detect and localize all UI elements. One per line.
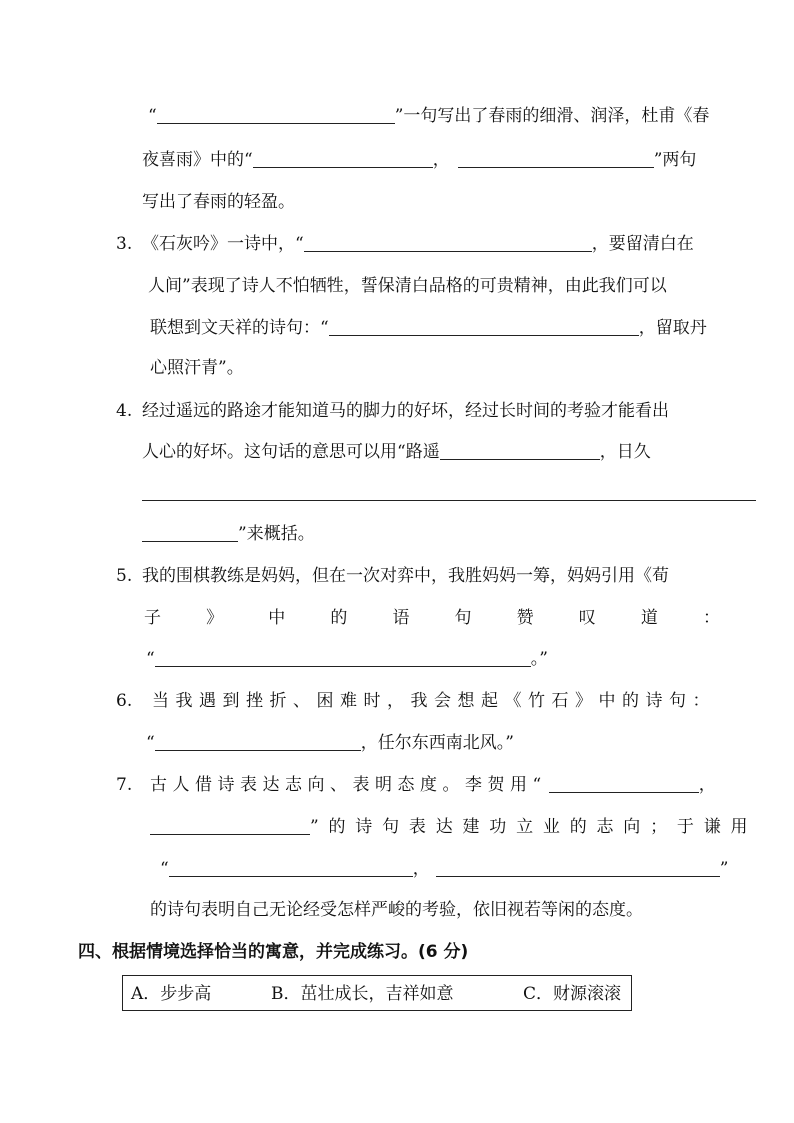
- q4-line-2-text: 人心的好坏。这句话的意思可以用“路遥: [142, 442, 440, 462]
- q5-line-1: 我的围棋教练是妈妈，但在一次对弈中，我胜妈妈一筹，妈妈引用《荀: [142, 566, 669, 586]
- question-number: 4.: [116, 401, 133, 421]
- open-quote: “: [148, 106, 157, 126]
- q7-line-1: [150, 773, 716, 797]
- char: 中: [268, 608, 286, 628]
- answer-blank[interactable]: [142, 523, 238, 542]
- char: 句: [454, 608, 472, 628]
- q2-line-2-text: 夜喜雨》中的“: [142, 150, 253, 170]
- answer-blank[interactable]: [440, 441, 600, 460]
- answer-blank[interactable]: [549, 774, 699, 793]
- q6-line-2: [146, 731, 514, 755]
- q7-line-2-text: ”的诗句表达建功立业的志向；于谦用: [310, 817, 758, 837]
- q2-line-2: [142, 148, 696, 172]
- answer-blank[interactable]: [253, 149, 433, 168]
- option-b[interactable]: B．茁壮成长，吉祥如意: [271, 984, 454, 1004]
- q7-line-4: 的诗句表明自己无论经受怎样严峻的考验，依旧视若等闲的态度。: [150, 900, 643, 920]
- q6-line-2-text: ，任尔东西南北风。”: [360, 733, 514, 753]
- comma: ，: [432, 150, 450, 170]
- q3-line-3-end: ，留取丹: [638, 318, 707, 338]
- answer-blank[interactable]: [304, 233, 592, 252]
- q4-line-2: [142, 440, 651, 464]
- answer-blank[interactable]: [169, 858, 413, 877]
- answer-blank[interactable]: [458, 149, 654, 168]
- section-heading: 四、根据情境选择恰当的寓意，并完成练习。(6 分): [78, 942, 469, 962]
- q6-line-1: 当我遇到挫折、困难时，我会想起《竹石》中的诗句：: [152, 691, 716, 711]
- answer-blank[interactable]: [155, 648, 531, 667]
- q4-line-1: 经过遥远的路途才能知道马的脚力的好坏，经过长时间的考验才能看出: [142, 401, 669, 421]
- q2-line-3: 写出了春雨的轻盈。: [142, 192, 295, 212]
- char: 子: [144, 608, 161, 628]
- answer-blank[interactable]: [155, 732, 361, 751]
- question-number: 5.: [116, 566, 133, 586]
- comma: ，: [412, 859, 430, 879]
- open-quote: “: [146, 649, 155, 669]
- q2-line-1-text: ”一句写出了春雨的细滑、润泽，杜甫《春: [394, 106, 710, 126]
- open-quote: “: [160, 859, 169, 879]
- answer-blank[interactable]: [329, 317, 639, 336]
- q3-line-1: [142, 232, 694, 256]
- char: 叹: [578, 608, 596, 628]
- q5-line-2: [144, 606, 720, 630]
- char: 》: [206, 608, 224, 628]
- answer-blank-full-line[interactable]: [142, 500, 756, 501]
- option-a[interactable]: A．步步高: [131, 984, 212, 1004]
- question-number: 7.: [116, 775, 133, 795]
- option-c[interactable]: C．财源滚滚: [523, 984, 622, 1004]
- answer-blank[interactable]: [436, 858, 720, 877]
- char: 的: [330, 608, 348, 628]
- answer-blank[interactable]: [150, 816, 310, 835]
- q2-line-2-end: ”两句: [653, 150, 697, 170]
- q2-line-1: [148, 104, 709, 128]
- q7-line-2: [150, 815, 757, 839]
- q4-line-2-end: ，日久: [599, 442, 651, 462]
- q3-line-3: [150, 316, 707, 340]
- q3-line-1-end: ，要留清白在: [591, 234, 694, 254]
- q4-line-4-text: ”来概括。: [238, 524, 315, 544]
- char: 赞: [516, 608, 534, 628]
- char: 语: [392, 608, 410, 628]
- options-box: [122, 975, 632, 1011]
- char: ：: [702, 608, 720, 628]
- q3-line-1-text: 《石灰吟》一诗中，“: [142, 234, 304, 254]
- question-number: 3.: [116, 234, 133, 254]
- close-quote: ”: [719, 859, 729, 879]
- q7-line-3: [160, 857, 728, 881]
- q5-line-3: [146, 647, 548, 671]
- q7-line-1-text: 古人借诗表达志向、表明态度。李贺用“: [150, 775, 547, 795]
- open-quote: “: [146, 733, 155, 753]
- question-number: 6.: [116, 691, 133, 711]
- q3-line-2: 人间”表现了诗人不怕牺牲，誓保清白品格的可贵精神，由此我们可以: [148, 276, 667, 296]
- q3-line-3-text: 联想到文天祥的诗句：“: [150, 318, 329, 338]
- char: 道: [640, 608, 658, 628]
- comma: ，: [698, 775, 716, 795]
- answer-blank[interactable]: [157, 105, 395, 124]
- q3-line-4: 心照汗青”。: [150, 358, 244, 378]
- close-quote: 。”: [530, 649, 548, 669]
- q4-line-4: [142, 522, 315, 546]
